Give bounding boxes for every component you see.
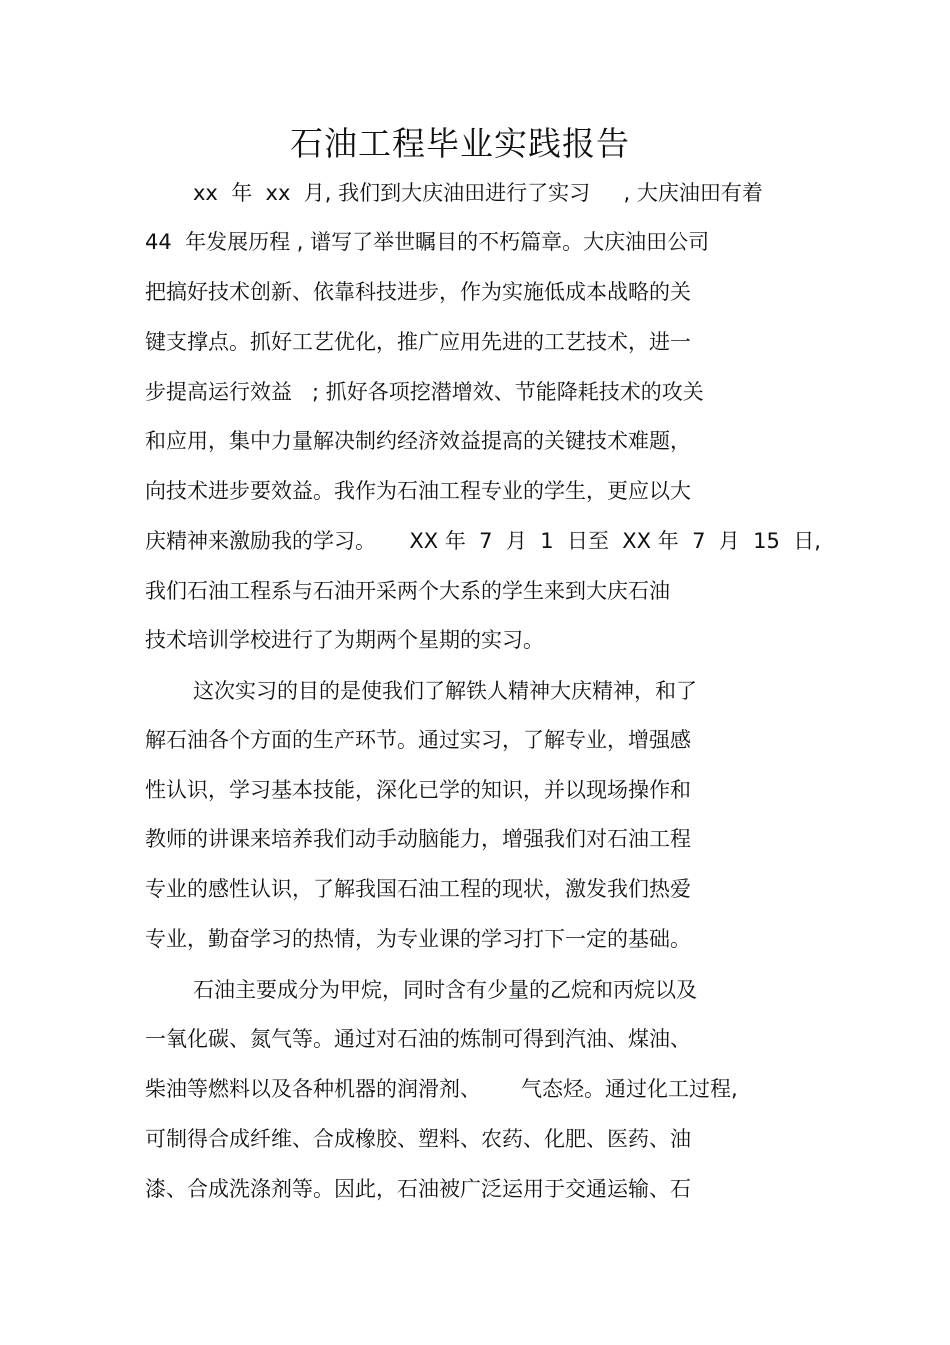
paragraph-line: 我们石油工程系与石油开采两个大系的学生来到大庆石油 — [145, 579, 670, 603]
paragraph-line: 一氧化碳、氮气等。通过对石油的炼制可得到汽油、煤油、 — [145, 1027, 691, 1051]
paragraph-line: 键支撑点。抓好工艺优化，推广应用先进的工艺技术，进一 — [145, 330, 691, 354]
paragraph-line: 可制得合成纤维、合成橡胶、塑料、农药、化肥、医药、油 — [145, 1127, 691, 1151]
paragraph-line: 把搞好技术创新、依靠科技进步，作为实施低成本战略的关 — [145, 280, 691, 304]
document-title: 石油工程毕业实践报告 — [290, 124, 630, 163]
paragraph-line: 和应用，集中力量解决制约经济效益提高的关键技术难题， — [145, 429, 691, 453]
paragraph-line: 性认识，学习基本技能，深化已学的知识，并以现场操作和 — [145, 778, 691, 802]
paragraph-line: 柴油等燃料以及各种机器的润滑剂、 气态烃。通过化工过程, — [145, 1077, 738, 1101]
paragraph-line: 专业，勤奋学习的热情，为专业课的学习打下一定的基础。 — [145, 927, 691, 951]
paragraph-line: 漆、合成洗涤剂等。因此，石油被广泛运用于交通运输、石 — [145, 1177, 691, 1201]
paragraph-line: 专业的感性认识，了解我国石油工程的现状，激发我们热爱 — [145, 877, 691, 901]
paragraph-line: 石油主要成分为甲烷，同时含有少量的乙烷和丙烷以及 — [193, 978, 697, 1002]
paragraph-line: 庆精神来激励我的学习。 XX 年 7 月 1 日至 XX 年 7 月 15 日, — [145, 529, 821, 553]
paragraph-line: 解石油各个方面的生产环节。通过实习，了解专业，增强感 — [145, 728, 691, 752]
paragraph-line: 步提高运行效益 ; 抓好各项挖潜增效、节能降耗技术的攻关 — [145, 380, 704, 404]
paragraph-line: 教师的讲课来培养我们动手动脑能力，增强我们对石油工程 — [145, 827, 691, 851]
paragraph-line: 44 年发展历程 , 谱写了举世瞩目的不朽篇章。大庆油田公司 — [145, 230, 710, 254]
paragraph-line: xx 年 xx 月, 我们到大庆油田进行了实习 , 大庆油田有着 — [193, 181, 763, 205]
paragraph-line: 这次实习的目的是使我们了解铁人精神大庆精神，和了 — [193, 679, 697, 703]
paragraph-line: 向技术进步要效益。我作为石油工程专业的学生，更应以大 — [145, 479, 691, 503]
paragraph-line: 技术培训学校进行了为期两个星期的实习。 — [145, 628, 544, 652]
